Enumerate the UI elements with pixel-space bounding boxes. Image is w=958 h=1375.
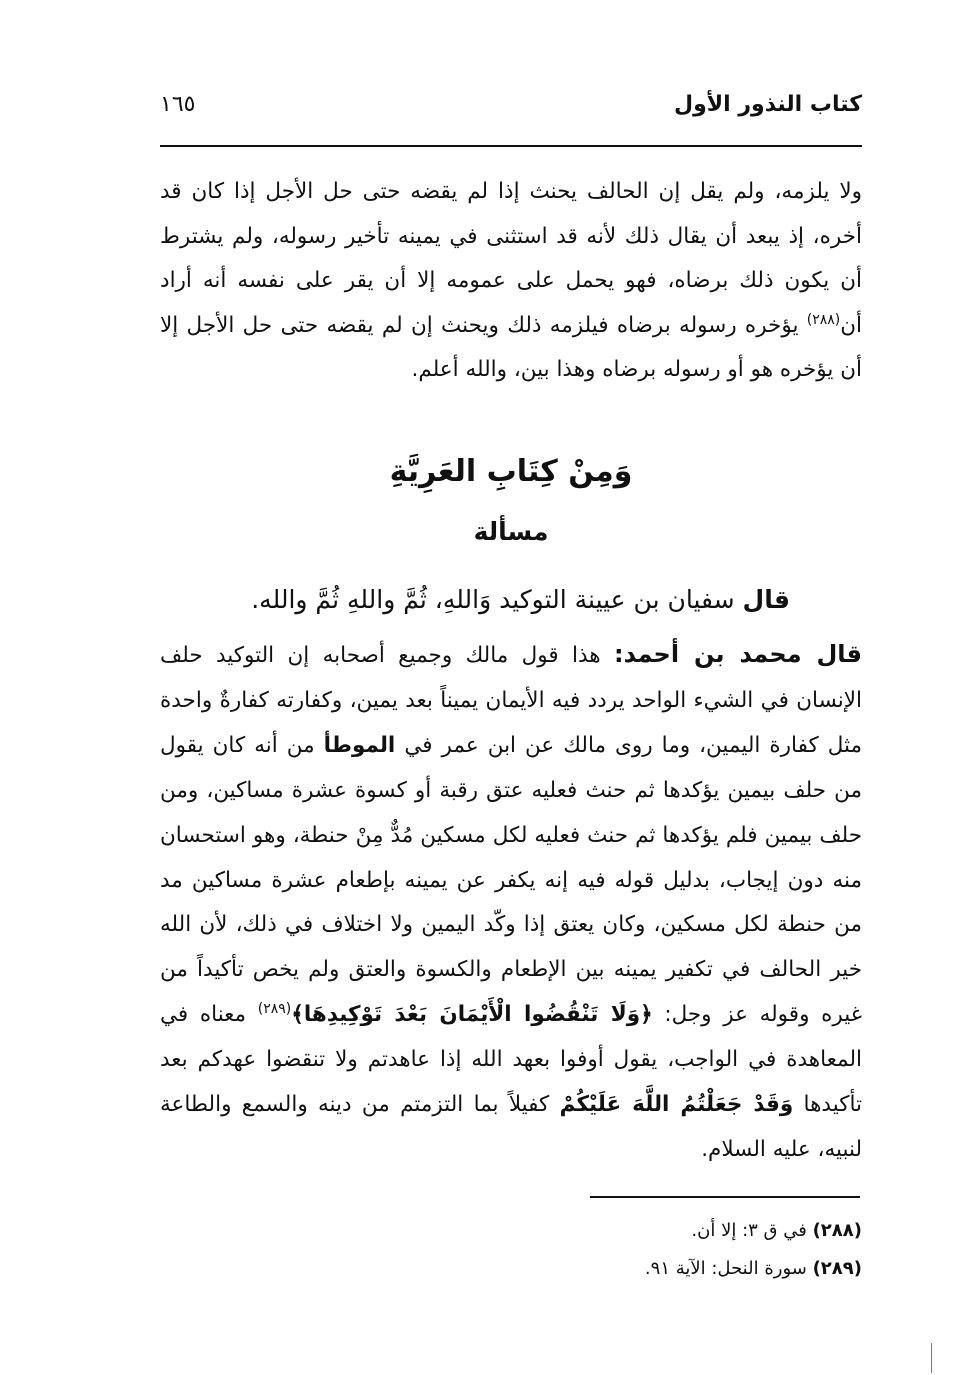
opening-speaker: قال [742,585,790,614]
paragraph-1-text-b: يؤخره رسوله برضاه فيلزمه ذلك ويحنث إن لم يقضه حتى حل الأجل إلا أن يؤخره هو أو رسوله برضاه وهذا بين، والله أعلم. [160,312,862,382]
paragraph-1 [160,170,862,393]
paragraph-2-text-c: معناه في المعاهدة في الواجب، يقول أوفوا بعهد الله إذا عاهدتم ولا تنقضوا عهدكم بعد تأكيدها [160,1002,862,1118]
paragraph-2 [160,632,862,1173]
running-title: كتاب النذور الأول [674,92,862,117]
page-header [160,92,862,140]
page-edge-mark [931,1343,932,1373]
footnote-rule [590,1196,860,1198]
footnote-item [160,1212,862,1250]
section-title: مسألة [473,517,549,546]
chapter-title: وَمِنْ كِتَابِ العَرِيَّةِ [389,454,633,489]
footnote-item [160,1250,862,1288]
page-number: ١٦٥ [160,92,196,117]
footnote-text: سورة النحل: الآية ٩١. [644,1258,813,1279]
opening-text: سفيان بن عيينة التوكيد وَاللهِ، ثُمَّ واللهِ ثُمَّ والله. [251,585,743,614]
paragraph-2-text-a: هذا قول مالك وجميع أصحابه إن التوكيد حلف الإنسان في الشيء الواحد يردد فيه الأيمان يميناً بعد يمين، وكفارته كفارةٌ واحدة مثل كفارة اليمين، وما روى مالك عن ابن عمر في [160,643,863,758]
commentator-name: قال محمد بن أحمد: [614,640,862,668]
quran-verse-2: وَقَدْ جَعَلْتُمُ اللَّهَ عَلَيْكُمْ [559,1092,794,1118]
footnote-ref-288: (٢٨٨) [806,311,841,328]
paragraph-2-text-d: كفيلاً بما التزمتم من دينه والسمع والطاعة لنبيه، عليه السلام. [160,1092,862,1162]
paragraph-2-text-b: من أنه كان يقول من حلف بيمين يؤكدها ثم حنث فعليه عتق رقبة أو كسوة عشرة مساكين، ومن حلف بيمين فلم يؤكدها ثم حنث فعليه لكل مسكين مُدٌّ مِنْ حنطة، وهو استحسان منه دون إيجاب، بدليل قوله فيه إنه يكفر عن يمينه بإطعام عشرة مساكين مد من حنطة لكل مسكين، وكان يعتق إذا وكّد اليمين ولا اختلاف في ذلك، لأن الله خير الحالف في تكفير يمينه بين الإطعام والكسوة والعتق ولم يخص تأكيداً من غيره وقوله عز وجل: [160,732,862,1028]
footnote-text: في ق ٣: إلا أن. [691,1220,813,1241]
footnote-ref-289: (٢٨٩) [257,1001,292,1018]
footnote-number: (٢٨٩) [812,1258,862,1279]
footnote-number: (٢٨٨) [812,1220,862,1241]
paragraph-1-text-a: ولا يلزمه، ولم يقل إن الحالف يحنث إذا لم يقضه حتى حل الأجل إذا كان قد أخره، إذ يبعد أن يقال ذلك لأنه قد استثنى في يمينه تأخير رسوله، ولم يشترط أن يكون ذلك برضاه، فهو يحمل على عمومه إلا أن يقر على نفسه أنه أراد أن [160,179,862,338]
footnotes [160,1212,862,1288]
book-reference: الموطأ [323,732,396,758]
quran-verse: ﴿وَلَا تَنْقُضُوا الْأَيْمَانَ بَعْدَ تَوْكِيدِهَا﴾ [291,1002,653,1028]
header-rule [160,145,862,147]
opening-statement [160,574,862,626]
